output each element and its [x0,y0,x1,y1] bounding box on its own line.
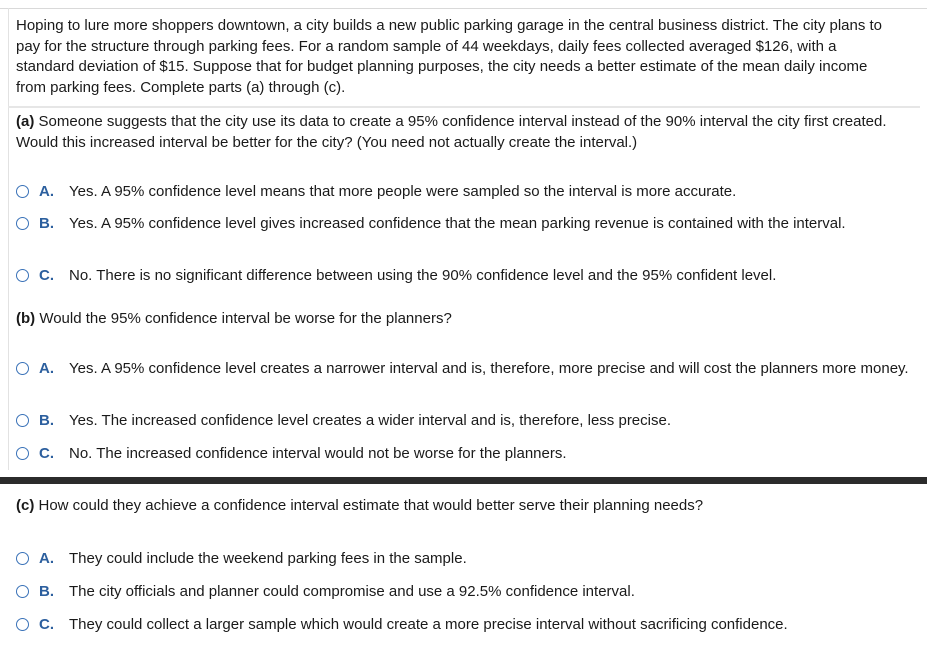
radio-button-icon[interactable] [16,185,29,198]
option-text: Yes. The increased confidence level creates a wider interval and is, therefore, less precise. [69,412,671,429]
part-c-option-a[interactable] [16,548,911,569]
part-b-label: (b) [16,310,36,327]
part-b-option-a[interactable] [16,358,911,379]
top-divider [0,8,927,9]
part-c-option-b[interactable] [16,581,911,602]
radio-button-icon[interactable] [16,414,29,427]
option-text: Yes. A 95% confidence level creates a narrower interval and is, therefore, more precise and will cost the planners more money. [69,360,909,377]
part-a-question-text: Someone suggests that the city use its data to create a 95% confidence interval instead of the 90% interval the city first created. Would this increased interval be better for the city? (You need not actually create the interval.) [16,113,887,151]
radio-button-icon[interactable] [16,269,29,282]
option-text: Yes. A 95% confidence level means that more people were sampled so the interval is more accurate. [69,183,737,200]
option-letter: B. [39,583,54,600]
part-c-question [16,496,906,517]
part-a-option-a[interactable] [16,181,911,202]
radio-button-icon[interactable] [16,217,29,230]
part-b-question-text: Would the 95% confidence interval be worse for the planners? [35,310,452,327]
part-c-question-text: How could they achieve a confidence interval estimate that would better serve their planning needs? [34,497,704,514]
problem-statement: Hoping to lure more shoppers downtown, a city builds a new public parking garage in the central business district. The city plans to pay for the structure through parking fees. For a random sample of 44 weekdays, daily fees collected averaged $126, with a standard deviation of $15. Suppose that for budget planning purposes, the city needs a better estimate of the mean daily income from parking fees. Complete parts (a) through (c). [16,17,883,96]
option-text: No. The increased confidence interval would not be worse for the planners. [69,445,567,462]
option-letter: A. [39,183,54,200]
part-a-option-c[interactable] [16,265,911,286]
option-text: No. There is no significant difference between using the 90% confidence level and the 95% confident level. [69,267,777,284]
option-text: They could include the weekend parking fees in the sample. [69,550,467,567]
option-letter: C. [39,616,54,633]
part-c-label: (c) [16,497,35,514]
option-letter: B. [39,215,54,232]
option-text: Yes. A 95% confidence level gives increased confidence that the mean parking revenue is contained with the interval. [69,215,846,232]
option-letter: C. [39,267,54,284]
option-letter: B. [39,412,54,429]
radio-button-icon[interactable] [16,618,29,631]
radio-button-icon[interactable] [16,585,29,598]
part-b-option-c[interactable] [16,443,911,464]
part-b-question [16,309,906,330]
left-border [8,8,9,470]
radio-button-icon[interactable] [16,447,29,460]
option-text: The city officials and planner could compromise and use a 92.5% confidence interval. [69,583,635,600]
section-divider [0,477,927,484]
radio-button-icon[interactable] [16,362,29,375]
part-b-option-b[interactable] [16,410,911,431]
part-a-label: (a) [16,113,35,130]
part-c-option-c[interactable] [16,614,911,635]
part-a-question [16,112,906,153]
option-letter: A. [39,550,54,567]
option-letter: C. [39,445,54,462]
intro-divider [8,106,920,108]
option-text: They could collect a larger sample which would create a more precise interval without sacrificing confidence. [69,616,788,633]
part-a-option-b[interactable] [16,213,911,234]
option-letter: A. [39,360,54,377]
radio-button-icon[interactable] [16,552,29,565]
